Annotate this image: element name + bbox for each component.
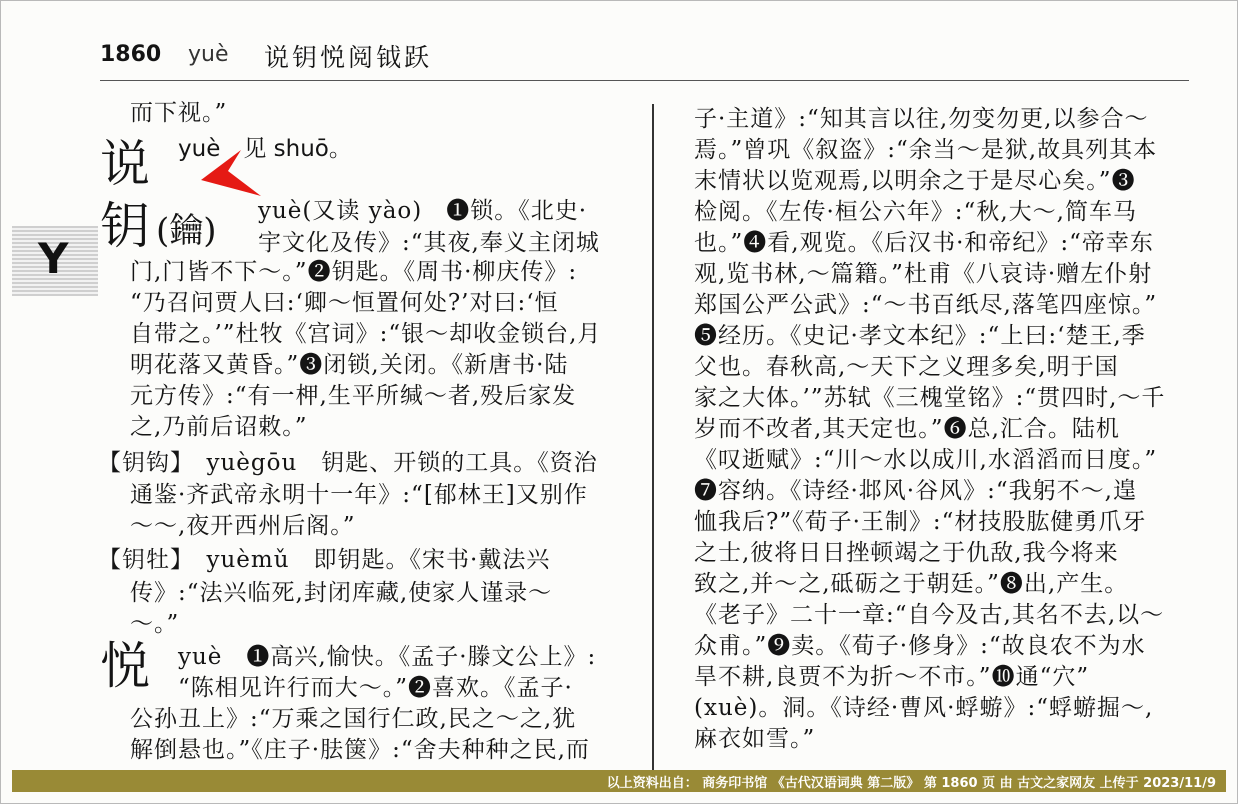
- header-characters: 说钥悦阅钺跃: [264, 43, 433, 72]
- text-line: 末情状以览观焉,以明余之于是尽心矣。”❸: [694, 168, 1136, 194]
- headword-yao-variant: (鑰): [156, 211, 217, 251]
- headword-yao: 钥: [100, 197, 150, 255]
- text-line: 自带之。’”杜牧《宫词》:“银～却收金锁台,月: [130, 321, 602, 347]
- text-line: ❺经历。《史记·孝文本纪》:“上曰:‘楚王,季: [694, 323, 1146, 349]
- text-line: “陈相见许行而大～。”❷喜欢。《孟子·: [178, 675, 573, 701]
- text-line: (xuè)。洞。《诗经·曹风·蜉蝣》:“蜉蝣掘～,: [694, 695, 1154, 721]
- text-line: ～～,夜开西州后阁。”: [130, 513, 356, 539]
- text-line: 郑国公严公武》:“～书百纸尽,落笔四座惊。”: [694, 292, 1158, 318]
- text-line: 之士,彼将日日挫顿竭之于仇敌,我今将来: [694, 540, 1119, 566]
- text-line: 传》:“法兴临死,封闭库藏,使家人谨录～: [130, 580, 553, 606]
- column-divider: [652, 104, 654, 772]
- text-line: 门,门皆不下～。”❷钥匙。《周书·柳庆传》:: [130, 259, 578, 285]
- text-line: 致之,并～之,砥砺之于朝廷。”❽出,产生。: [694, 571, 1129, 597]
- text-line: yuè ❶高兴,愉快。《孟子·滕文公上》:: [178, 644, 597, 670]
- index-tab: [12, 226, 98, 296]
- text-line: 也。”❹看,观览。《后汉书·和帝纪》:“帝幸东: [694, 230, 1154, 256]
- text-line: 焉。”曾巩《叙盗》:“余当～是狱,故具列其本: [694, 137, 1158, 163]
- text-line: 麻衣如雪。”: [694, 726, 816, 752]
- text-line: 元方传》:“有一柙,生平所缄～者,殁后家发: [130, 383, 577, 409]
- text-line: 旱不耕,良贾不为折～不市。”❿通“穴”: [694, 664, 1090, 690]
- text-line: 之,乃前后诏敕。”: [130, 414, 308, 440]
- header-rule: [100, 80, 1189, 81]
- text-line: 子·主道》:“知其言以往,勿变勿更,以参合～: [694, 106, 1149, 132]
- source-footer-bar: [12, 770, 1226, 792]
- text-line: 岁而不改者,其天定也。”❻总,汇合。陆机: [694, 416, 1120, 442]
- text-line: yuè 见 shuō。: [178, 136, 352, 162]
- text-line: 恤我后?”《荀子·王制》:“材技股肱健勇爪牙: [694, 509, 1147, 535]
- text-line: 《老子》二十一章:“自今及古,其名不去,以～: [694, 602, 1165, 628]
- text-line: 而下视。”: [130, 100, 228, 126]
- text-line: 观,览书林,～篇籍。”杜甫《八哀诗·赠左仆射: [694, 261, 1153, 287]
- sub-entry-yuegou: 【钥钩】 yuègōu 钥匙、开锁的工具。《资治: [98, 450, 598, 476]
- headword-shuo: 说: [100, 135, 150, 193]
- source-footer-text: 以上资料出自： 商务印书馆 《古代汉语词典 第二版》 第 1860 页 由 古文之家网友 上传于 2023/11/9: [606, 776, 1216, 791]
- text-line: 通鉴·齐武帝永明十一年》:“[郁林王]又别作: [130, 482, 588, 508]
- text-line: 《叹逝赋》:“川～水以成川,水滔滔而日度。”: [694, 447, 1158, 473]
- text-line: 公孙丑上》:“万乘之国行仁政,民之～之,犹: [130, 706, 577, 732]
- text-line: “乃召问贾人曰:‘卿～恒置何处?’对曰:‘恒: [130, 290, 559, 316]
- page-number: 1860: [100, 42, 162, 67]
- header-pinyin: yuè: [188, 42, 229, 67]
- text-line: 明花落又黄昏。”❸闭锁,关闭。《新唐书·陆: [130, 352, 569, 378]
- text-line: 家之大体。’”苏轼《三槐堂铭》:“贯四时,～千: [694, 385, 1166, 411]
- text-line: ❼容纳。《诗经·邶风·谷风》:“我躬不～,遑: [694, 478, 1137, 504]
- index-tab-letter: Y: [38, 234, 69, 283]
- sub-entry-yuemu: 【钥牡】 yuèmǔ 即钥匙。《宋书·戴法兴: [98, 547, 551, 573]
- text-line: 众甫。”❾卖。《荀子·修身》:“故良农不为水: [694, 633, 1146, 659]
- text-line: 宇文化及传》:“其夜,奉义主闭城: [258, 230, 600, 256]
- text-line: yuè(又读 yào) ❶锁。《北史·: [258, 198, 588, 224]
- text-line: 父也。春秋高,～天下之义理多矣,明于国: [694, 354, 1119, 380]
- text-line: 解倒悬也。”《庄子·胠箧》:“舍夫种种之民,而: [130, 737, 590, 763]
- headword-yue: 悦: [100, 637, 150, 695]
- text-line: 检阅。《左传·桓公六年》:“秋,大～,简车马: [694, 199, 1137, 225]
- text-line: ～。”: [130, 611, 180, 637]
